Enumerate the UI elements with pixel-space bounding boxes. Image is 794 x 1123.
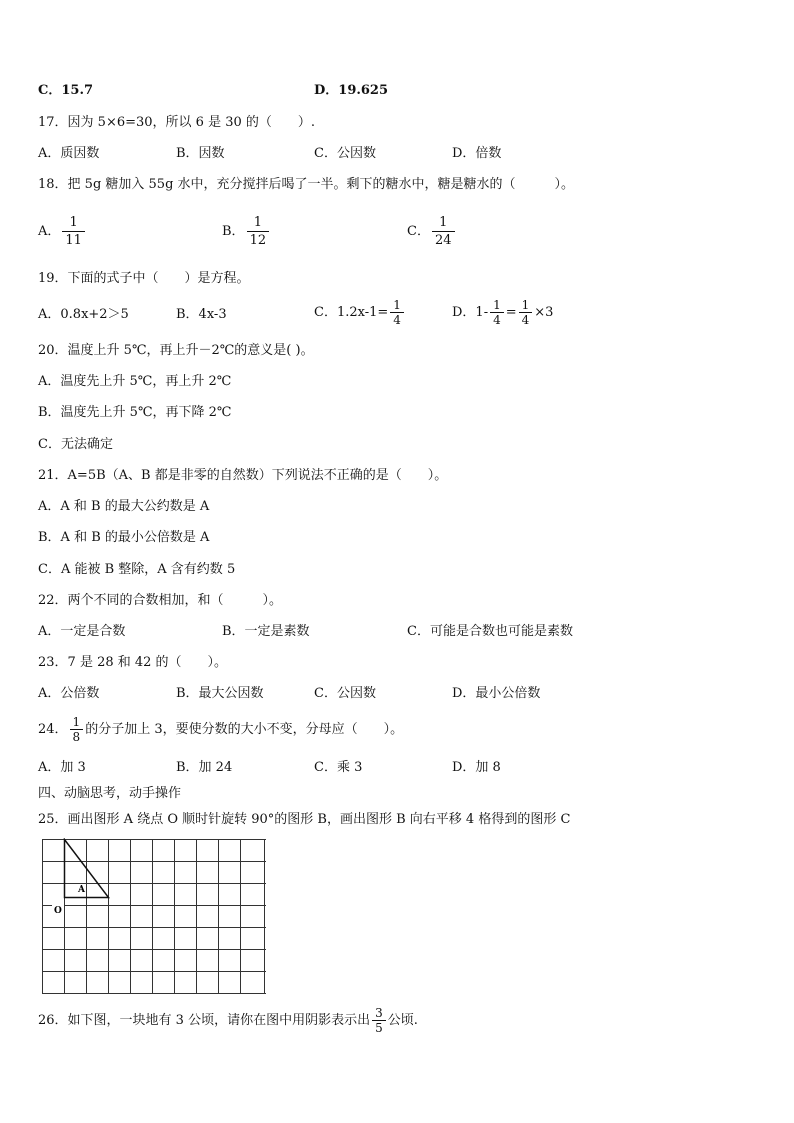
q18-option-a	[38, 214, 87, 250]
q24-fraction: $\frac{1}{8}$	[70, 715, 84, 744]
q18-option-b-label: B．	[222, 224, 245, 239]
q25-grid-figure	[40, 838, 270, 998]
q22-option-c: C．可能是合数也可能是素数	[407, 624, 573, 639]
q19-option-a: A．0.8x+2＞5	[38, 307, 129, 322]
grid-lines	[42, 839, 266, 994]
q23-stem: 23．7 是 28 和 42 的（ ）。	[38, 655, 228, 670]
q19-option-b: B．4x-3	[176, 307, 227, 322]
q18-option-c	[407, 214, 457, 250]
q19-option-c-fraction: $\frac{1}{4}$	[390, 298, 404, 327]
q18-option-b	[222, 214, 271, 250]
q22-option-a: A．一定是合数	[38, 624, 126, 639]
q21-option-c: C．A 能被 B 整除，A 含有约数 5	[38, 562, 236, 577]
q22-option-b: B．一定是素数	[222, 624, 310, 639]
q26-fraction: $\frac{3}{5}$	[372, 1006, 386, 1035]
section-heading: 四、动脑思考，动手操作	[38, 786, 182, 801]
q16-option-c: C．15.7	[38, 83, 94, 98]
q17-option-a: A．质因数	[38, 146, 100, 161]
q18-option-a-label: A．	[38, 224, 61, 239]
q20-stem: 20．温度上升 5℃，再上升－2℃的意义是( )。	[38, 343, 314, 358]
q21-option-b: B．A 和 B 的最小公倍数是 A	[38, 530, 210, 545]
q21-stem: 21．A=5B（A、B 都是非零的自然数）下列说法不正确的是（ ）。	[38, 468, 448, 483]
q22-stem: 22．两个不同的合数相加，和（ ）。	[38, 593, 283, 608]
q17-stem: 17．因为 5×6=30，所以 6 是 30 的（ ）.	[38, 115, 316, 130]
q20-option-a: A．温度先上升 5℃，再上升 2℃	[38, 374, 232, 389]
q24-stem: 24． $\frac{1}{8}$ 的分子加上 3，要使分数的大小不变，分母应（ ）。	[38, 715, 404, 744]
q19-option-d: D．1- $\frac{1}{4}$ = $\frac{1}{4}$ ×3	[452, 298, 554, 327]
q23-option-a: A．公倍数	[38, 686, 100, 701]
q23-option-c: C．公因数	[314, 686, 376, 701]
q17-option-d: D．倍数	[452, 146, 502, 161]
q18-option-c-fraction: $\frac{1}{24}$	[432, 214, 455, 249]
q26-stem: 26．如下图，一块地有 3 公顷，请你在图中用阴影表示出 $\frac{3}{5}$ 公顷.	[38, 1006, 418, 1035]
q17-option-b: B．因数	[176, 146, 225, 161]
q18-stem: 18．把 5g 糖加入 55g 水中，充分搅拌后喝了一半。剩下的糖水中，糖是糖水的（ ）。	[38, 177, 575, 192]
q24-option-d: D．加 8	[452, 760, 501, 775]
point-o-label: O	[54, 906, 62, 916]
q16-option-d: D．19.625	[314, 83, 389, 98]
q18-option-b-fraction: $\frac{1}{12}$	[247, 214, 270, 249]
q24-option-b: B．加 24	[176, 760, 233, 775]
q23-option-b: B．最大公因数	[176, 686, 264, 701]
q19-option-d-fraction-2: $\frac{1}{4}$	[519, 298, 533, 327]
q18-option-a-fraction: $\frac{1}{11}$	[62, 214, 85, 249]
q21-option-a: A．A 和 B 的最大公约数是 A	[38, 499, 210, 514]
q23-option-d: D．最小公倍数	[452, 686, 541, 701]
q19-stem: 19．下面的式子中（ ）是方程。	[38, 271, 250, 286]
q20-option-b: B．温度先上升 5℃，再下降 2℃	[38, 405, 232, 420]
triangle-a-label: A	[78, 885, 85, 895]
q24-option-a: A．加 3	[38, 760, 86, 775]
q18-option-c-label: C．	[407, 224, 430, 239]
q25-stem: 25．画出图形 A 绕点 O 顺时针旋转 90°的图形 B，画出图形 B 向右平移 4 格得到的图形 C	[38, 812, 571, 827]
q19-option-d-fraction-1: $\frac{1}{4}$	[490, 298, 504, 327]
q19-option-c: C．1.2x-1= $\frac{1}{4}$	[314, 296, 406, 330]
q17-option-c: C．公因数	[314, 146, 376, 161]
q24-option-c: C．乘 3	[314, 760, 363, 775]
q20-option-c: C．无法确定	[38, 437, 113, 452]
